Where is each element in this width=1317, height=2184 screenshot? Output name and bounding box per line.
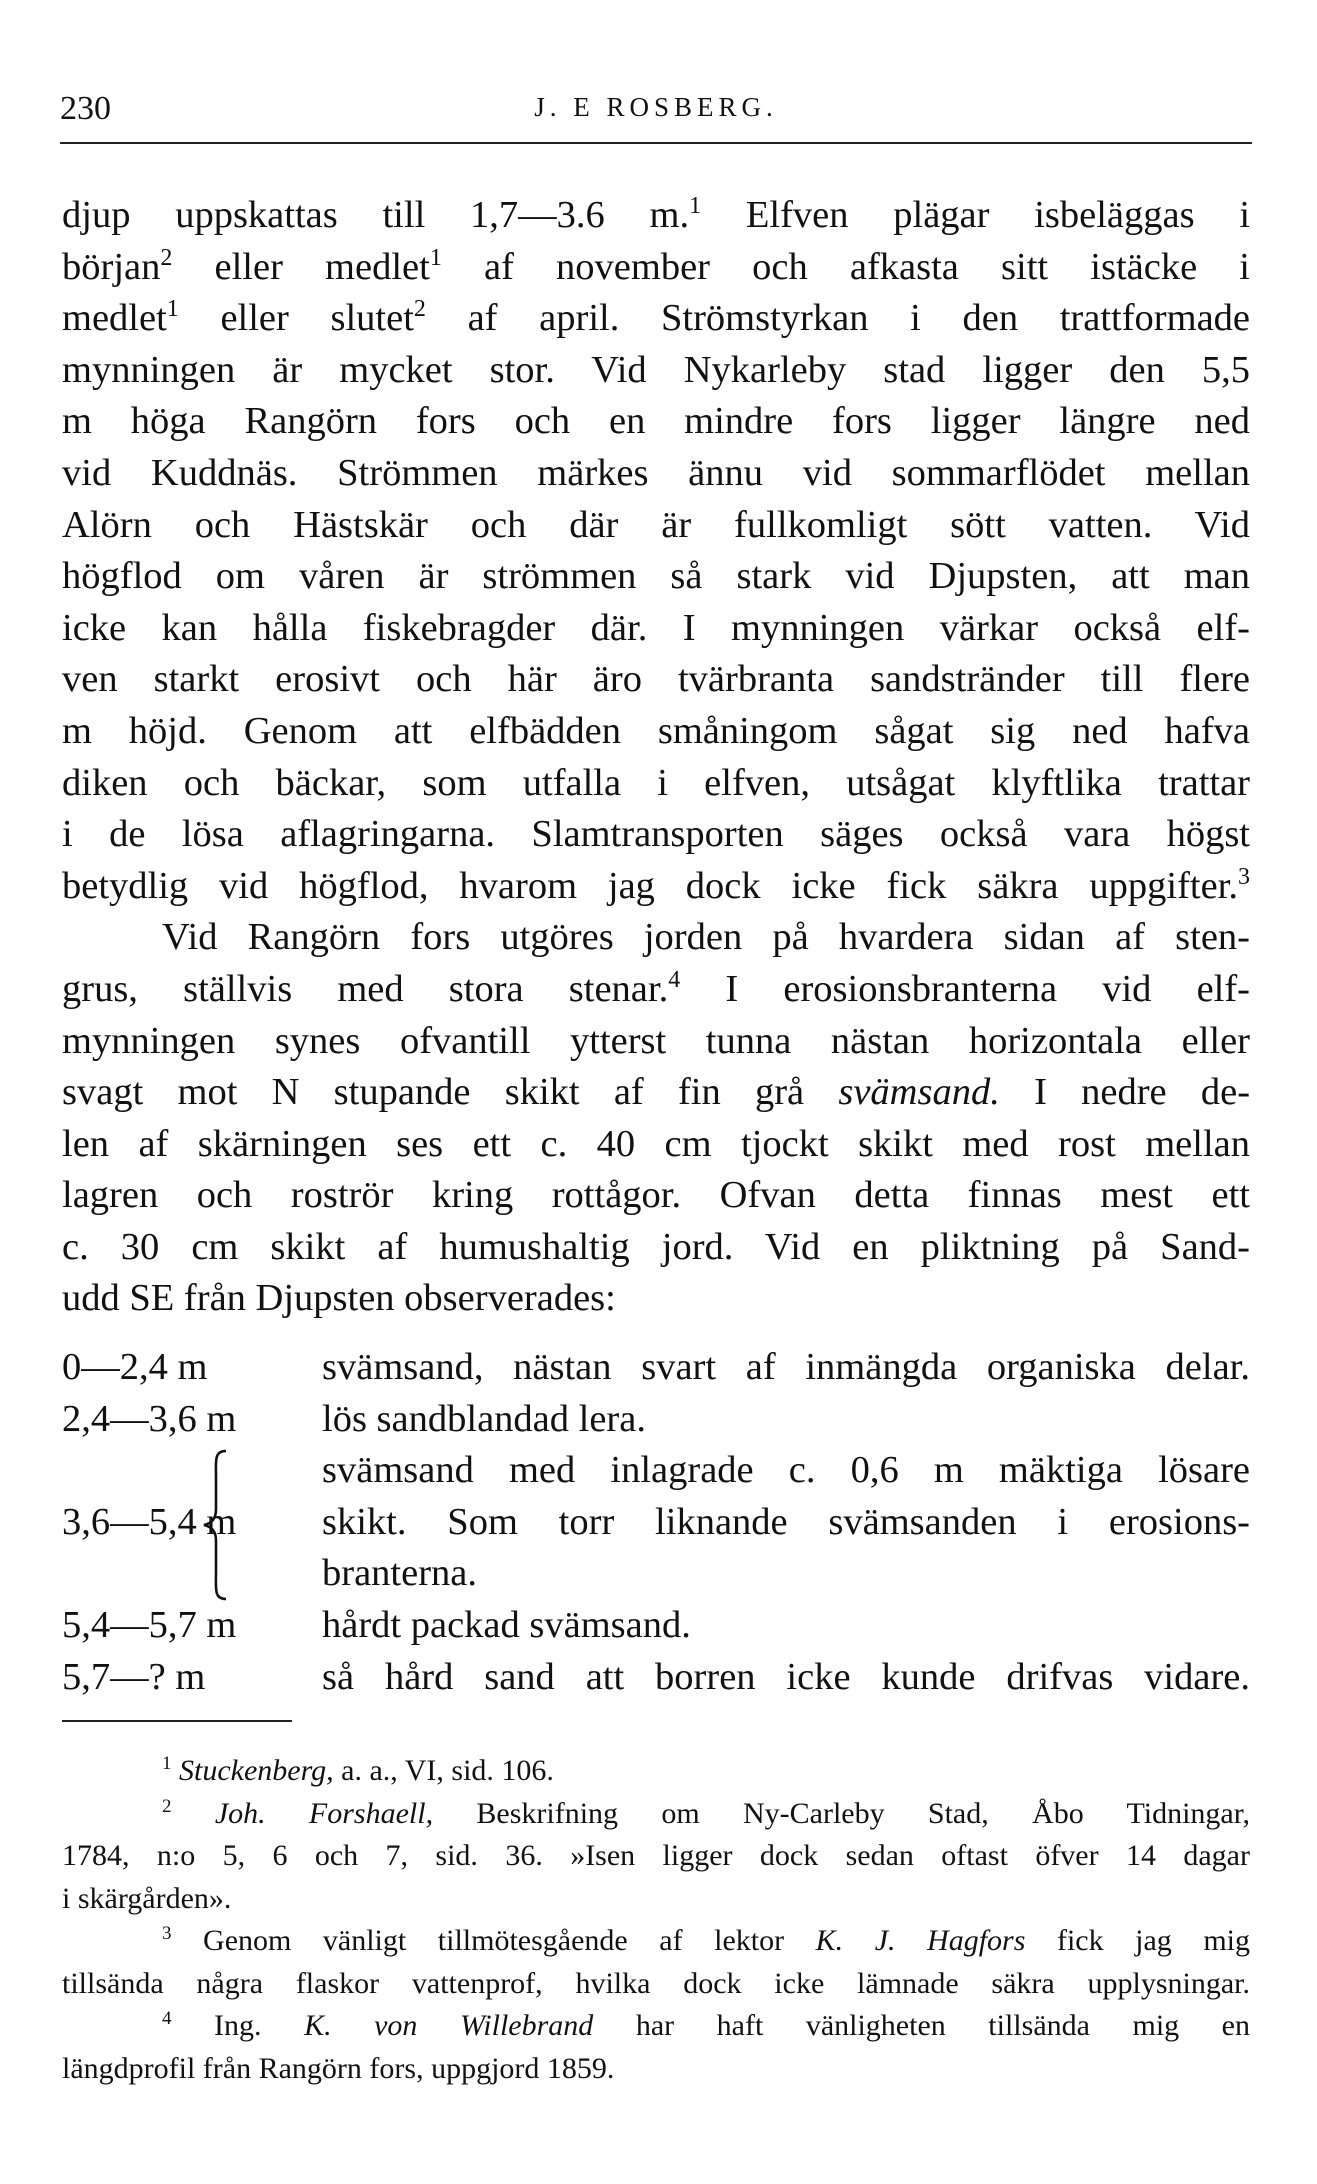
emphasis: svämsand.: [838, 1071, 1000, 1114]
footnote-ref[interactable]: 1: [689, 193, 702, 219]
footnote: $^3$ Genom vänligt tillmötesgående af lektor K. J. Hagfors fick jag mig: [162, 1923, 1250, 1957]
text-line: m höga Rangörn fors och en mindre fors ligger längre ned: [62, 400, 1250, 443]
depth-cell: 5,7—? m: [62, 1655, 206, 1698]
text-line: början$^2$ eller medlet$^1$ af november och afkasta sitt istäcke i: [62, 244, 1251, 288]
description-cell: så hård sand att borren icke kunde drifvas vidare.: [322, 1655, 1250, 1698]
footnote: $^4$ Ing. K. von Willebrand har haft vänligheten tillsända mig en: [162, 2008, 1250, 2042]
footnote-ref[interactable]: 2: [413, 296, 426, 323]
table-row: [62, 1342, 1250, 1394]
body-text: [62, 190, 1250, 1325]
depth-cell: 0—2,4 m: [62, 1346, 208, 1388]
curly-brace: [198, 1447, 238, 1603]
table-row: [62, 1652, 1250, 1704]
description-cell: branterna.: [322, 1552, 477, 1595]
footnote-ref[interactable]: 1: [429, 244, 442, 271]
table-row: [62, 1548, 1250, 1600]
description-cell: svämsand, nästan svart af inmängda organiska delar.: [322, 1346, 1250, 1388]
header-rule: [60, 142, 1252, 144]
table-row: [62, 1445, 1250, 1497]
text-line: vid Kuddnäs. Strömmen märkes ännu vid sommarflödet mellan: [62, 451, 1250, 494]
text-line: Vid Rangörn fors utgöres jorden på hvardera sidan af sten-: [162, 916, 1250, 959]
text-line: svagt mot N stupande skikt af fin grå svämsand. I nedre de-: [62, 1071, 1251, 1114]
text-line: djup uppskattas till 1,7—3.6 m.$^1$ Elfven plägar isbeläggas i: [62, 193, 1251, 236]
footnote-line: i skärgården».: [62, 1881, 232, 1915]
text-line: medlet$^1$ eller slutet$^2$ af april. Strömstyrkan i den trattformade: [62, 296, 1251, 340]
text-line: högflod om våren är strömmen så stark vid Djupsten, att man: [62, 555, 1250, 598]
footnote-line: 1784, n:o 5, 6 och 7, sid. 36. »Isen ligger dock sedan oftast öfver 14 dagar: [62, 1839, 1250, 1872]
text-line: Alörn och Hästskär och där är fullkomligt sött vatten. Vid: [62, 503, 1250, 546]
depth-cell: 5,4—5,7 m: [62, 1603, 237, 1646]
text-line: lagren och roströr kring rottågor. Ofvan detta finnas mest ett: [62, 1174, 1250, 1217]
footnote-line: tillsända några flaskor vattenprof, hvilka dock icke lämnade säkra upplysningar.: [62, 1966, 1250, 2000]
footnote-ref[interactable]: 4: [668, 966, 681, 993]
text-line: mynningen är mycket stor. Vid Nykarleby stad ligger den 5,5: [62, 348, 1250, 391]
description-cell: hårdt packad svämsand.: [322, 1603, 691, 1646]
text-line: c. 30 cm skikt af humushaltig jord. Vid en pliktning på Sand-: [62, 1225, 1250, 1268]
footnote-ref[interactable]: 1: [166, 296, 179, 323]
text-line: grus, ställvis med stora stenar.$^4$ I erosionsbranterna vid elf-: [62, 966, 1250, 1010]
page-number: 230: [60, 90, 111, 127]
table-row: [62, 1497, 1250, 1549]
text-line: icke kan hålla fiskebragder där. I mynningen värkar också elf-: [62, 606, 1250, 649]
footnote-line: längdprofil från Rangörn fors, uppgjord 1859.: [62, 2051, 615, 2085]
running-title: J. E ROSBERG.: [534, 92, 778, 122]
text-line: m höjd. Genom att elfbädden småningom sågat sig ned hafva: [62, 709, 1250, 752]
footnote-ref[interactable]: 2: [160, 244, 173, 271]
footnote-rule: [62, 1720, 292, 1722]
table-row: [62, 1394, 1250, 1446]
description-cell: lös sandblandad lera.: [322, 1397, 646, 1440]
footnote: $^1$ Stuckenberg, a. a., VI, sid. 106.: [162, 1753, 554, 1787]
text-line: len af skärningen ses ett c. 40 cm tjockt skikt med rost mellan: [62, 1122, 1250, 1165]
description-cell: svämsand med inlagrade c. 0,6 m mäktiga lösare: [322, 1449, 1250, 1492]
table-row: [62, 1600, 1250, 1652]
footnotes: [62, 1750, 1250, 2090]
text-line: mynningen synes ofvantill ytterst tunna nästan horizontala eller: [62, 1019, 1250, 1062]
text-line: ven starkt erosivt och här äro tvärbranta sandstränder till flere: [62, 658, 1250, 701]
text-line: udd SE från Djupsten observerades:: [62, 1277, 616, 1320]
description-cell: skikt. Som torr liknande svämsanden i erosions-: [322, 1500, 1250, 1543]
text-line: betydlig vid högflod, hvarom jag dock icke fick säkra uppgifter.$^3$: [62, 863, 1250, 907]
depth-cell: 2,4—3,6 m: [62, 1397, 237, 1440]
depth-cell: 3,6—5,4 m: [62, 1500, 237, 1543]
text-line: i de lösa aflagringarna. Slamtransporten säges också vara högst: [62, 813, 1250, 856]
boring-profile-table: [62, 1342, 1250, 1703]
text-line: diken och bäckar, som utfalla i elfven, utsågat klyftlika trattar: [62, 761, 1250, 804]
footnote-ref[interactable]: 3: [1238, 863, 1250, 890]
page-header: [60, 82, 1252, 132]
footnote: $^2$ Joh. Forshaell, Beskrifning om Ny-Carleby Stad, Åbo Tidningar,: [162, 1795, 1251, 1830]
